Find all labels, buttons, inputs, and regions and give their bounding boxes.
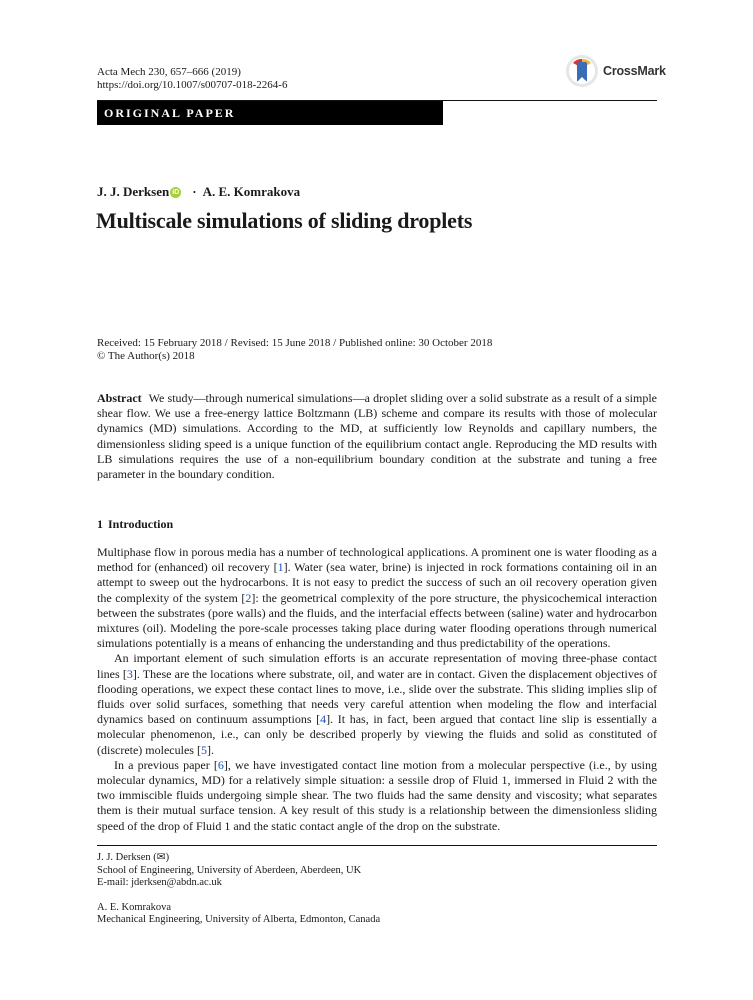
paragraph-2 bbox=[97, 651, 657, 757]
journal-info bbox=[97, 66, 287, 92]
paragraph-1 bbox=[97, 545, 657, 651]
publication-dates: Received: 15 February 2018 / Revised: 15 June 2018 / Published online: 30 October 2018 bbox=[97, 337, 493, 349]
envelope-icon: ✉ bbox=[156, 852, 166, 863]
paragraph-text: An important element of such simulation efforts is an accurate representation of moving three-phase contact lines [ bbox=[97, 651, 657, 681]
footnote-author-1 bbox=[97, 852, 380, 890]
paragraph-text: ]. These are the locations where substrate, oil, and water are in contact. Given the displacement objectives of flooding operations, we expect these contact lines to move, i.e., slide over the substrate. This sliding implies slip of fluids over solid surfaces, something that needs very careful attention when modeling the flow and interfacial dynamics based on continuum assumptions [ bbox=[97, 666, 658, 727]
copyright-notice: © The Author(s) 2018 bbox=[97, 350, 195, 362]
footnote-affiliation: Mechanical Engineering, University of Alberta, Edmonton, Canada bbox=[97, 914, 381, 926]
author-name-close: ) bbox=[165, 852, 170, 863]
citation-link[interactable]: 2 bbox=[245, 590, 252, 605]
footnote-rule bbox=[97, 845, 657, 846]
abstract-text: We study—through numerical simulations—a droplet sliding over a solid substrate as a result of a simple shear flow. We use a free-energy lattice Boltzmann (LB) scheme and compare its results with those of molecular dynamics (MD) simulations. According to the MD, at sufficiently low Reynolds and capillary numbers, the dimensionless sliding speed is a unique function of the equilibrium contact angle. Reproducing the MD results with LB simulations requires the use of a non-equilibrium boundary condition at the substrate and tuning a free parameter in the boundary condition. bbox=[97, 391, 657, 482]
citation-link[interactable]: 6 bbox=[217, 757, 224, 772]
paragraph-text: Multiphase flow in porous media has a number of technological applications. A prominent one is water flooding as a method for (enhanced) oil recovery [ bbox=[97, 545, 657, 575]
author-separator: · bbox=[192, 184, 197, 199]
footnote-affiliation: School of Engineering, University of Aberdeen, Aberdeen, UK bbox=[97, 864, 362, 876]
crossmark-badge[interactable] bbox=[565, 54, 666, 88]
citation-link[interactable]: 5 bbox=[200, 742, 207, 757]
section-number: 1 bbox=[97, 517, 103, 531]
article-history bbox=[97, 337, 492, 363]
author-footnotes bbox=[97, 852, 380, 927]
footnote-author-2 bbox=[97, 902, 380, 927]
section-body bbox=[97, 545, 657, 834]
doi-link[interactable]: https://doi.org/10.1007/s00707-018-2264-6 bbox=[97, 79, 288, 91]
section-heading-introduction bbox=[97, 517, 173, 532]
section-title: Introduction bbox=[108, 517, 174, 531]
author-derksen[interactable]: J. J. Derksen bbox=[97, 184, 170, 199]
crossmark-label: CrossMark bbox=[603, 64, 666, 78]
paragraph-text: ]: the geometrical complexity of the pore structure, the physicochemical interaction between the substrates (pore walls) and the fluids, and the interfacial effects between (saline) water and hydrocarbon mixtures (oil). Modeling the pore-scale processes taking place during water flooding operations through numerical simulations potentially is a means of enhancing the understanding and thus predictability of the operations. bbox=[97, 590, 657, 651]
author-name-text: J. J. Derksen ( bbox=[97, 852, 157, 863]
paper-title: Multiscale simulations of sliding droplets bbox=[96, 208, 473, 233]
journal-citation: Acta Mech 230, 657–666 (2019) bbox=[97, 66, 241, 78]
paragraph-3 bbox=[97, 758, 657, 834]
paragraph-text: ]. bbox=[206, 742, 214, 757]
paragraph-text: ]. It has, in fact, been argued that contact line slip is essentially a molecular phenomenon, i.e., can only be described properly by viewing the fluids and solid as constituted of (discrete) molecules [ bbox=[97, 712, 657, 757]
paragraph-text: ]. Water (sea water, brine) is injected in rock formations containing oil in an attempt to sweep out the hydrocarbons. It is not easy to predict the success of such an oil recovery operation given the complexity of the system [ bbox=[97, 560, 657, 605]
footnote-author-name: A. E. Komrakova bbox=[97, 901, 172, 913]
orcid-icon[interactable]: iD bbox=[172, 188, 180, 196]
citation-link[interactable]: 3 bbox=[126, 666, 133, 681]
citation-link[interactable]: 1 bbox=[277, 560, 284, 575]
abstract bbox=[97, 391, 657, 482]
article-type-banner: ORIGINAL PAPER bbox=[97, 101, 443, 125]
abstract-label: Abstract bbox=[97, 391, 142, 405]
author-list bbox=[97, 184, 300, 200]
crossmark-icon bbox=[565, 54, 599, 88]
citation-link[interactable]: 4 bbox=[320, 712, 327, 727]
footnote-email[interactable]: E-mail: jderksen@abdn.ac.uk bbox=[97, 877, 222, 889]
footnote-author-name bbox=[97, 852, 380, 865]
paragraph-text: ], we have investigated contact line motion from a molecular perspective (i.e., by using molecular dynamics, MD) for a relatively simple situation: a sessile drop of Fluid 1, immersed in Fluid 2 with the two immiscible fluids undergoing simple shear. The two fluids had the same density and viscosity; what separates them is their mutual surface tension. A key result of this study is a relationship between the dimensionless sliding speed of the drop of Fluid 1 and the static contact angle of the drop on the substrate. bbox=[97, 757, 657, 833]
paragraph-text: In a previous paper [ bbox=[114, 757, 218, 772]
author-komrakova[interactable]: A. E. Komrakova bbox=[202, 184, 301, 199]
